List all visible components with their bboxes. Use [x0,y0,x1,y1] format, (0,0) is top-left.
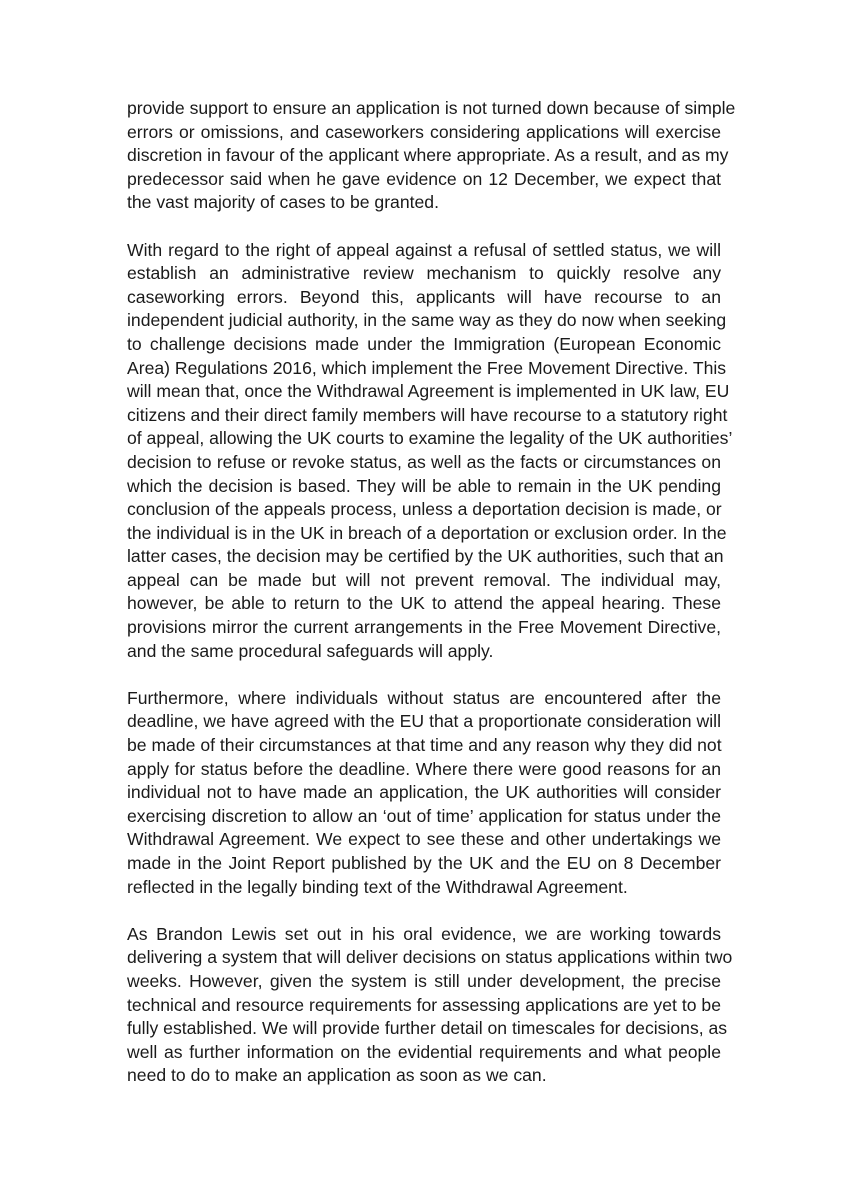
text-line: exercising discretion to allow an ‘out of time’ application for status under the [127,805,721,826]
text-line: fully established. We will provide further detail on timescales for decisions, as [127,1018,728,1039]
text-line: latter cases, the decision may be certified by the UK authorities, such that an [127,546,724,567]
text-line: and the same procedural safeguards will apply. [127,640,494,661]
text-line: predecessor said when he gave evidence on 12 December, we expect that [127,168,721,189]
paragraph [127,239,733,664]
text-line: will mean that, once the Withdrawal Agreement is implemented in UK law, EU [127,381,730,402]
text-line: With regard to the right of appeal against a refusal of settled status, we will [127,239,721,260]
text-line: reflected in the legally binding text of the Withdrawal Agreement. [127,876,628,897]
text-line: need to do to make an application as soon as we can. [127,1065,547,1086]
text-line: well as further information on the evidential requirements and what people [127,1041,721,1062]
paragraph [127,97,736,215]
text-line: caseworking errors. Beyond this, applicants will have recourse to an [127,286,721,307]
text-line: deadline, we have agreed with the EU that a proportionate consideration will [127,711,721,732]
text-line: weeks. However, given the system is still under development, the precise [127,970,721,991]
text-line: technical and resource requirements for assessing applications are yet to be [127,994,721,1015]
text-line: to challenge decisions made under the Immigration (European Economic [127,333,721,354]
text-line: of appeal, allowing the UK courts to examine the legality of the UK authorities’ [127,428,733,449]
text-line: citizens and their direct family members will have recourse to a statutory right [127,404,728,425]
text-line: provide support to ensure an application is not turned down because of simple [127,98,736,118]
text-line: apply for status before the deadline. Where there were good reasons for an [127,758,721,779]
text-line: which the decision is based. They will be able to remain in the UK pending [127,475,721,496]
text-line: individual not to have made an application, the UK authorities will consider [127,782,721,803]
text-line: Furthermore, where individuals without status are encountered after the [127,687,721,708]
text-line: the vast majority of cases to be granted. [127,192,439,213]
text-line: establish an administrative review mechanism to quickly resolve any [127,263,721,284]
text-line: made in the Joint Report published by the UK and the EU on 8 December [127,853,721,873]
text-line: errors or omissions, and caseworkers considering applications will exercise [127,121,721,142]
text-line: delivering a system that will deliver decisions on status applications within two [127,947,733,968]
text-line: decision to refuse or revoke status, as well as the facts or circumstances on [127,451,721,472]
text-line: Withdrawal Agreement. We expect to see these and other undertakings we [127,829,721,850]
text-line: conclusion of the appeals process, unless a deportation decision is made, or [127,499,722,520]
text-line: As Brandon Lewis set out in his oral evidence, we are working towards [127,923,721,944]
paragraph [127,687,721,899]
document-body [127,97,736,1088]
text-line: however, be able to return to the UK to attend the appeal hearing. These [127,593,721,614]
paragraph [127,923,733,1088]
text-line: be made of their circumstances at that time and any reason why they did not [127,735,722,756]
text-line: independent judicial authority, in the same way as they do now when seeking [127,310,727,331]
text-line: provisions mirror the current arrangements in the Free Movement Directive, [127,617,721,638]
text-line: the individual is in the UK in breach of a deportation or exclusion order. In the [127,522,727,543]
text-line: discretion in favour of the applicant where appropriate. As a result, and as my [127,145,729,166]
text-line: Area) Regulations 2016, which implement the Free Movement Directive. This [127,357,727,378]
text-line: appeal can be made but will not prevent removal. The individual may, [127,569,721,590]
